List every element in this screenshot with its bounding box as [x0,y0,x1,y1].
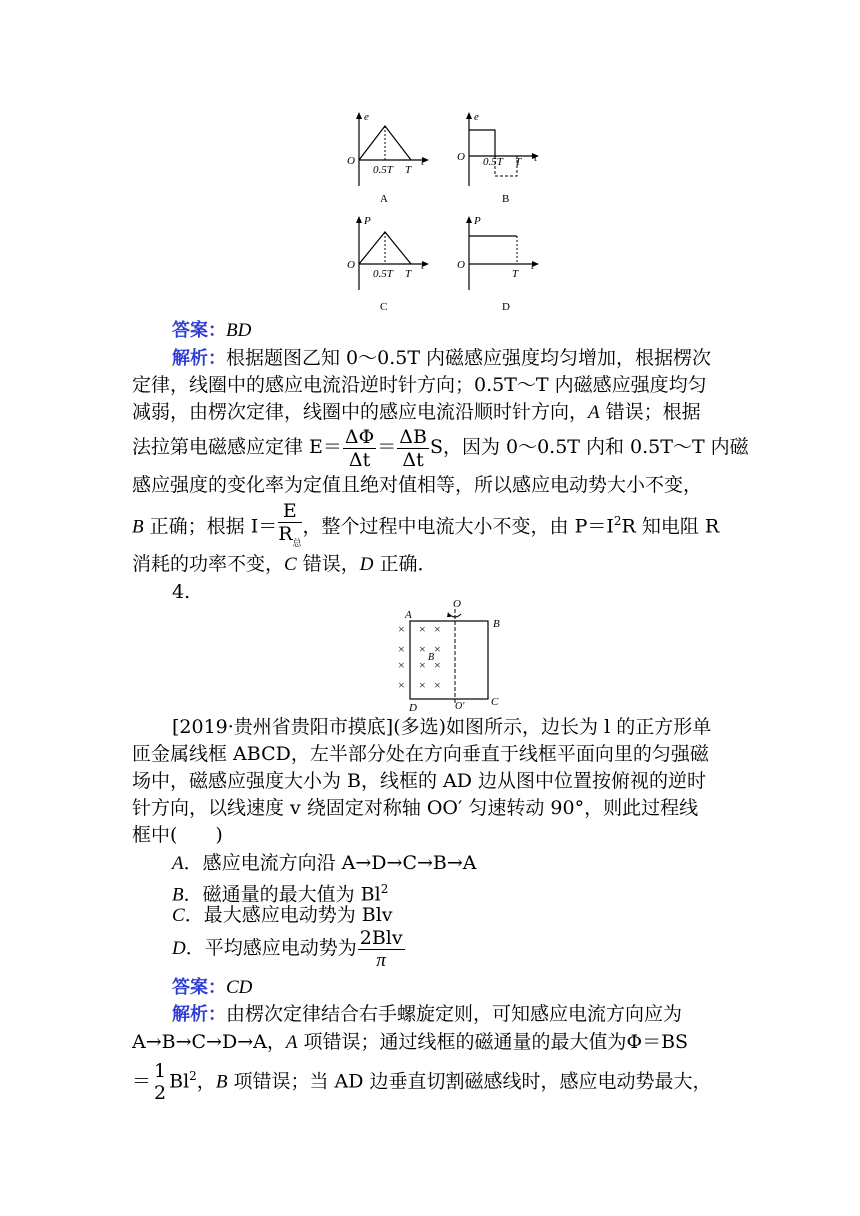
q3-answer-label: 答案： [172,320,226,341]
q3-analysis-label: 解析： [172,348,226,369]
q3-analysis-line6: B 正确；根据 I＝ $\frac{E}{R_总}$ ，整个过程中电流大小不变，由 $P=I^2R$ 知电阻 R [132,498,719,555]
graph-d-ylabel: P [474,215,481,227]
graph-c-mid: 0.5T [373,268,393,280]
q4-stem-line2: 匝金属线框 ABCD，左半部分处在方向垂直于线框平面向里的匀强磁 [132,743,709,765]
svg-text:×: × [434,658,441,672]
fig-label-field: B [428,652,435,663]
graph-b-xlabel: t [534,152,538,164]
graph-c-xlabel: t [421,260,425,272]
fraction-db-dt: $\frac{\Delta B}{\Delta t}$ [399,425,427,471]
q3-text: R 知电阻 R [621,515,720,538]
graph-d [455,212,555,312]
q4-stem-line3: 场中，磁感应强度大小为 B，线框的 AD 边从图中位置按俯视的逆时 [132,770,707,792]
q4-analysis-line1: 解析：由楞次定律结合右手螺旋定则，可知感应电流方向应为 [172,1003,683,1025]
q3-text: ，整个过程中电流大小不变，由 P＝I [302,515,614,538]
q4-stem-line5: 框中( ) [132,824,223,846]
svg-text:×: × [398,658,405,672]
q3-option-ref: B [132,516,144,538]
graph-c-ylabel: P [364,215,371,227]
q4-analysis-line2: A→B→C→D→A，A 项错误；通过线框的磁通量的最大值为Φ＝BS [132,1031,689,1053]
q3-analysis-line7: 消耗的功率不变，C 错误，D 正确． [132,553,437,575]
q3-answer-line [172,318,251,343]
q3-text: 根据题图乙知 0～0.5T 内磁感应强度均匀增加，根据楞次 [226,347,712,369]
fig-label-c: C [491,696,499,708]
graph-c-caption: C [380,301,388,312]
q4-option-c: C．最大感应电动势为 Blv [172,904,393,926]
q4-option-d: D．平均感应电动势为 $\frac{\text{2Blv}}{\pi}$ [172,926,403,971]
q3-analysis-line2 [132,373,707,397]
q3-option-ref: A [588,402,600,423]
graph-a-ylabel: e [364,111,369,123]
graph-c [345,212,445,312]
fraction-e-r: $\frac{E}{R_总}$ [278,499,302,549]
q4-stem-line4: 针方向，以线速度 v 绕固定对称轴 OO′ 匀速转动 90°，则此过程线 [132,797,699,819]
svg-text:×: × [419,642,426,656]
q4-option-a: A．感应电流方向沿 A→D→C→B→A [172,852,477,874]
q3-analysis-line1 [172,346,711,371]
q3-text: 减弱，由楞次定律，线圈中的感应电流沿顺时针方向， [132,401,589,423]
q4-answer-line [172,975,252,1000]
q4-figure [395,597,510,712]
fig-label-b-corner: B [493,618,500,630]
svg-text:×: × [419,678,426,692]
graph-d-origin: O [457,259,465,271]
graph-d-caption: D [502,301,510,312]
graph-a-mid: 0.5T [373,164,393,176]
graph-a-xlabel: t [421,156,425,168]
graph-b-origin: O [457,151,465,163]
graph-d-tend: T [512,268,519,280]
fraction-one-half: 1 2 [154,1060,167,1105]
fraction-dphi-dt: $\frac{\Delta\Phi}{\Delta t}$ [344,425,375,471]
field-crosses [398,622,441,692]
graph-b [455,108,555,208]
svg-text:×: × [419,658,426,672]
q4-option-b: B．磁通量的最大值为 Bl$^2$ [172,882,389,906]
q3-answer-value: BD [226,320,252,341]
fig-label-o-prime: O′ [455,701,465,712]
fraction-2blv-pi: $\frac{\text{2Blv}}{\pi}$ [359,926,403,971]
svg-text:×: × [398,642,405,656]
q3-text: 感应强度的变化率为定值且绝对值相等，所以感应电动势大小不变， [132,474,703,496]
q4-answer-value: CD [226,977,253,998]
q3-analysis-line3 [132,400,701,425]
svg-text:×: × [419,622,426,636]
q4-answer-label: 答案： [172,977,226,998]
q4-analysis-line3: ＝ 1 2 Bl$^2$，B 项错误；当 AD 边垂直切割磁感线时，感应电动势最大， [132,1060,712,1105]
graph-a-caption: A [380,193,388,205]
fig-label-o: O [453,598,461,610]
graph-b-caption: B [502,193,510,205]
q3-text: 错误；根据 [599,401,701,423]
graph-c-origin: O [347,259,355,271]
fig-label-a: A [405,609,412,621]
svg-text:×: × [398,678,405,692]
svg-text:×: × [434,678,441,692]
q4-analysis-label: 解析： [172,1004,226,1025]
svg-text:×: × [398,622,405,636]
q3-text: 法拉第电磁感应定律 E＝ [132,436,342,458]
graph-a-tend: T [405,164,412,176]
q3-text: 正确；根据 I＝ [143,515,278,538]
svg-text:×: × [434,642,441,656]
graph-b-tend: T [515,156,522,168]
q3-analysis-line4: 法拉第电磁感应定律 E＝ $\frac{\Delta\Phi}{\Delta t}$ ＝ $\frac{\Delta B}{\Delta t}$ S，因为 0～0.5T 内和 0.5T～T 内磁 [132,425,749,471]
fig-label-d: D [409,702,417,712]
graph-a [345,108,445,208]
svg-text:×: × [434,622,441,636]
graph-b-ylabel: e [474,111,479,123]
q3-analysis-line5 [132,473,702,497]
q4-stem-line1: [2019·贵州省贵阳市摸底](多选)如图所示，边长为 l 的正方形单 [172,716,712,738]
graph-c-tend: T [405,268,412,280]
q4-number: 4. [172,581,191,603]
graph-b-mid: 0.5T [483,156,503,168]
graph-a-origin: O [347,155,355,167]
graph-d-xlabel: t [531,260,535,272]
q3-text: 定律，线圈中的感应电流沿逆时针方向；0.5T～T 内磁感应强度均匀 [132,374,707,396]
q3-text: S，因为 0～0.5T 内和 0.5T～T 内磁 [429,436,749,458]
